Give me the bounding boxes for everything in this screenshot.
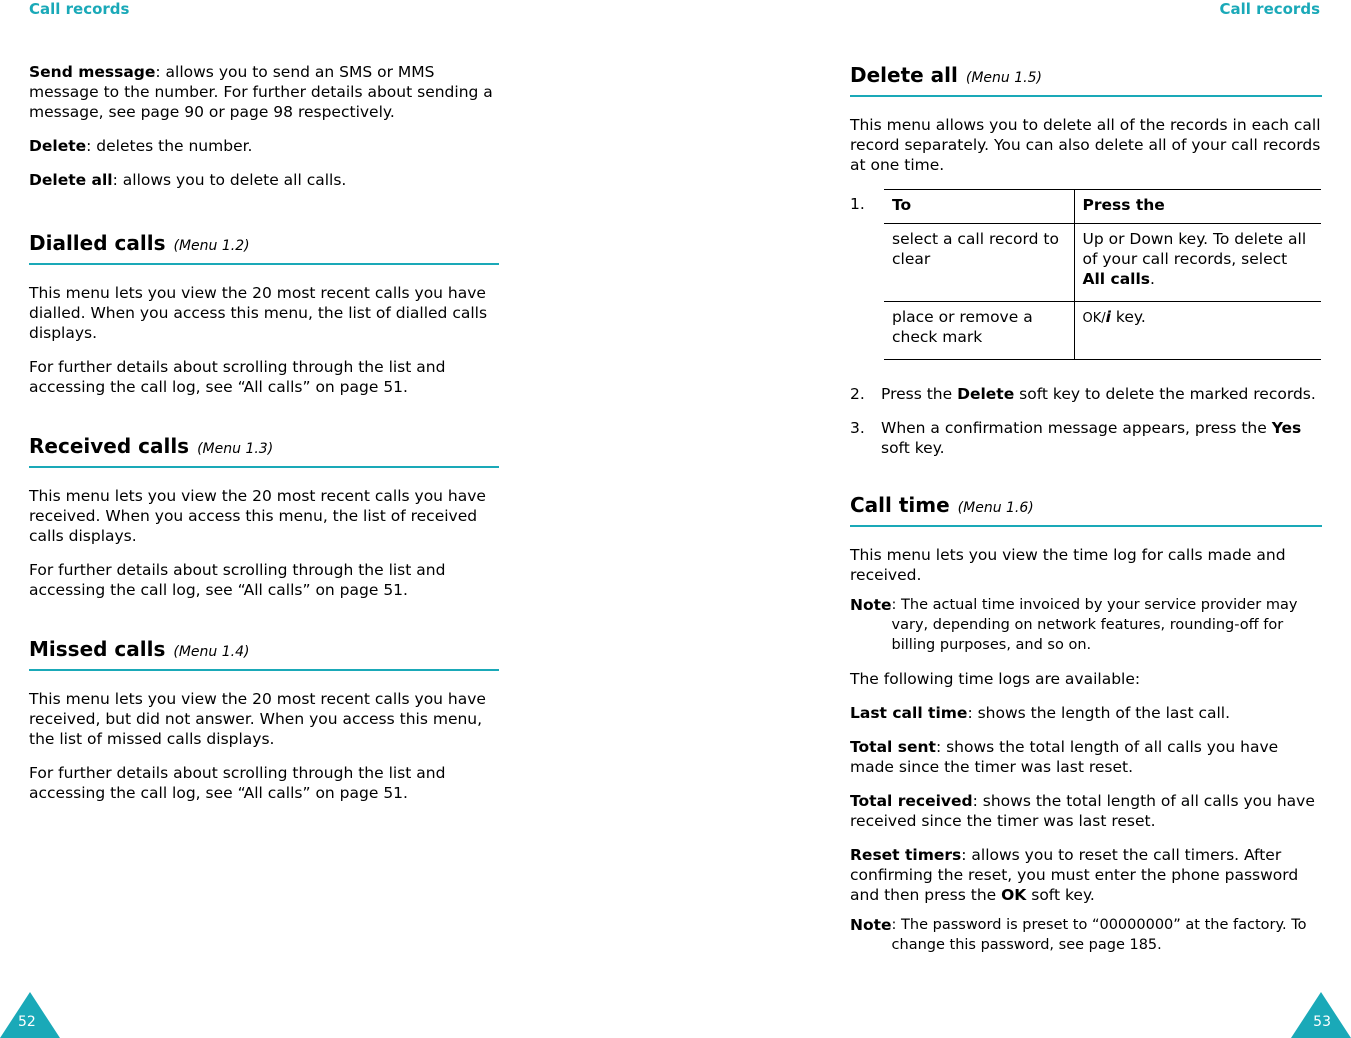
dialled-calls-menu: (Menu 1.2) [173, 238, 250, 254]
step-text: soft key. [881, 439, 945, 457]
delete-all-text: : allows you to delete all calls. [112, 171, 347, 189]
step-2-number: 2. [850, 385, 865, 403]
item-term: Last call time [850, 704, 968, 722]
item-text: : shows the total length of all calls you have made since the timer was last reset. [850, 738, 1279, 776]
step-bold: Yes [1271, 419, 1302, 437]
send-message-term: Send message [29, 63, 156, 81]
table-header-to: To [884, 190, 1074, 224]
received-calls-para-1: This menu lets you view the 20 most recent calls you have received. When you access this menu, the list of received calls displays. [29, 487, 486, 545]
left-page [0, 0, 675, 1038]
table-cell-bold: All calls [1082, 270, 1151, 288]
call-time-section [850, 492, 1322, 955]
note-text: : The password is preset to “00000000” at the factory. To change this password, see page 185. [891, 917, 1307, 953]
call-time-title: Call time [850, 493, 950, 517]
call-time-menu: (Menu 1.6) [957, 500, 1034, 516]
last-call-time-item [850, 703, 1322, 723]
delete-term: Delete [29, 137, 87, 155]
page-number-right: 53 [1313, 1014, 1331, 1030]
delete-all-term: Delete all [29, 171, 113, 189]
step-bold: Delete [957, 385, 1015, 403]
section-rule [29, 466, 499, 468]
right-page [676, 0, 1351, 1038]
step-3-number: 3. [850, 419, 865, 437]
note-1 [850, 595, 1322, 655]
table-row [884, 302, 1321, 360]
right-content [850, 62, 1322, 969]
note-label: Note [850, 596, 892, 614]
table-cell-text: key. [1110, 308, 1146, 326]
send-message-item [29, 62, 499, 122]
dialled-calls-para-2: For further details about scrolling through the list and accessing the call log, see “All calls” on page 51. [29, 358, 446, 396]
key-table [884, 189, 1321, 360]
call-time-intro: This menu lets you view the time log for calls made and received. [850, 546, 1286, 584]
delete-all-section [850, 62, 1322, 458]
table-cell: place or remove a check mark [884, 302, 1074, 360]
table-row [884, 224, 1321, 302]
dialled-calls-heading [29, 230, 499, 259]
step-2 [850, 384, 1322, 404]
section-rule [850, 95, 1322, 97]
missed-calls-heading [29, 636, 499, 665]
section-rule [29, 669, 499, 671]
call-time-heading [850, 492, 1322, 521]
page-number-left: 52 [18, 1014, 36, 1030]
delete-item [29, 136, 499, 156]
ok-key-label: OK/ [1082, 311, 1106, 326]
section-rule [850, 525, 1322, 527]
section-rule [29, 263, 499, 265]
step-1 [850, 189, 1322, 360]
info-icon: i [1105, 308, 1111, 326]
left-content [29, 62, 499, 817]
step-2-text [881, 384, 1316, 404]
logs-intro: The following time logs are available: [850, 670, 1141, 688]
missed-calls-menu: (Menu 1.4) [173, 644, 250, 660]
received-calls-heading [29, 433, 499, 462]
running-header-right: Call records [1219, 0, 1320, 18]
table-cell: select a call record to clear [884, 224, 1074, 302]
step-1-number: 1. [850, 195, 865, 213]
note-label: Note [850, 916, 892, 934]
dialled-calls-title: Dialled calls [29, 231, 166, 255]
table-header-row [884, 190, 1321, 224]
table-header-press: Press the [1074, 190, 1321, 224]
total-sent-item [850, 737, 1322, 777]
delete-all-intro: This menu allows you to delete all of the records in each call record separately. You can also delete all of your call records at one time. [850, 116, 1321, 174]
delete-all-title: Delete all [850, 63, 958, 87]
item-text: : shows the length of the last call. [967, 704, 1231, 722]
received-calls-section [29, 433, 499, 600]
step-3-text [881, 418, 1322, 458]
note-2 [850, 915, 1322, 955]
item-bold: OK [1001, 886, 1027, 904]
table-cell-text: Up or Down key. To delete all of your call records, select [1082, 230, 1307, 268]
missed-calls-para-2: For further details about scrolling through the list and accessing the call log, see “All calls” on page 51. [29, 764, 446, 802]
step-3 [850, 418, 1322, 458]
received-calls-title: Received calls [29, 434, 190, 458]
missed-calls-para-1: This menu lets you view the 20 most recent calls you have received, but did not answer. When you access this menu, the list of missed calls displays. [29, 690, 486, 748]
total-received-item [850, 791, 1322, 831]
send-message-text: : allows you to send an SMS or MMS message to the number. For further details about sending a message, see page 90 or page 98 respectively. [29, 63, 493, 121]
item-text: : allows you to reset the call timers. After confirming the reset, you must enter the phone password and then press the [850, 846, 1299, 904]
table-cell [1074, 302, 1321, 360]
missed-calls-title: Missed calls [29, 637, 166, 661]
delete-all-item [29, 170, 499, 190]
step-text: soft key to delete the marked records. [1014, 385, 1316, 403]
dialled-calls-para-1: This menu lets you view the 20 most recent calls you have dialled. When you access this menu, the list of dialled calls displays. [29, 284, 488, 342]
item-term: Total received [850, 792, 973, 810]
reset-timers-item [850, 845, 1322, 905]
received-calls-para-2: For further details about scrolling through the list and accessing the call log, see “All calls” on page 51. [29, 561, 446, 599]
item-term: Total sent [850, 738, 936, 756]
item-term: Reset timers [850, 846, 962, 864]
table-cell [1074, 224, 1321, 302]
missed-calls-section [29, 636, 499, 803]
step-text: Press the [881, 385, 958, 403]
item-text: : shows the total length of all calls you have received since the timer was last reset. [850, 792, 1315, 830]
step-text: When a confirmation message appears, press the [881, 419, 1272, 437]
note-text: : The actual time invoiced by your service provider may vary, depending on network features, rounding-off for billing purposes, and so on. [891, 597, 1298, 653]
delete-text: : deletes the number. [86, 137, 253, 155]
table-cell-text: . [1150, 270, 1155, 288]
delete-all-menu: (Menu 1.5) [965, 70, 1042, 86]
delete-all-heading [850, 62, 1322, 91]
dialled-calls-section [29, 230, 499, 397]
received-calls-menu: (Menu 1.3) [197, 441, 274, 457]
running-header-left: Call records [29, 0, 130, 18]
item-text: soft key. [1026, 886, 1095, 904]
